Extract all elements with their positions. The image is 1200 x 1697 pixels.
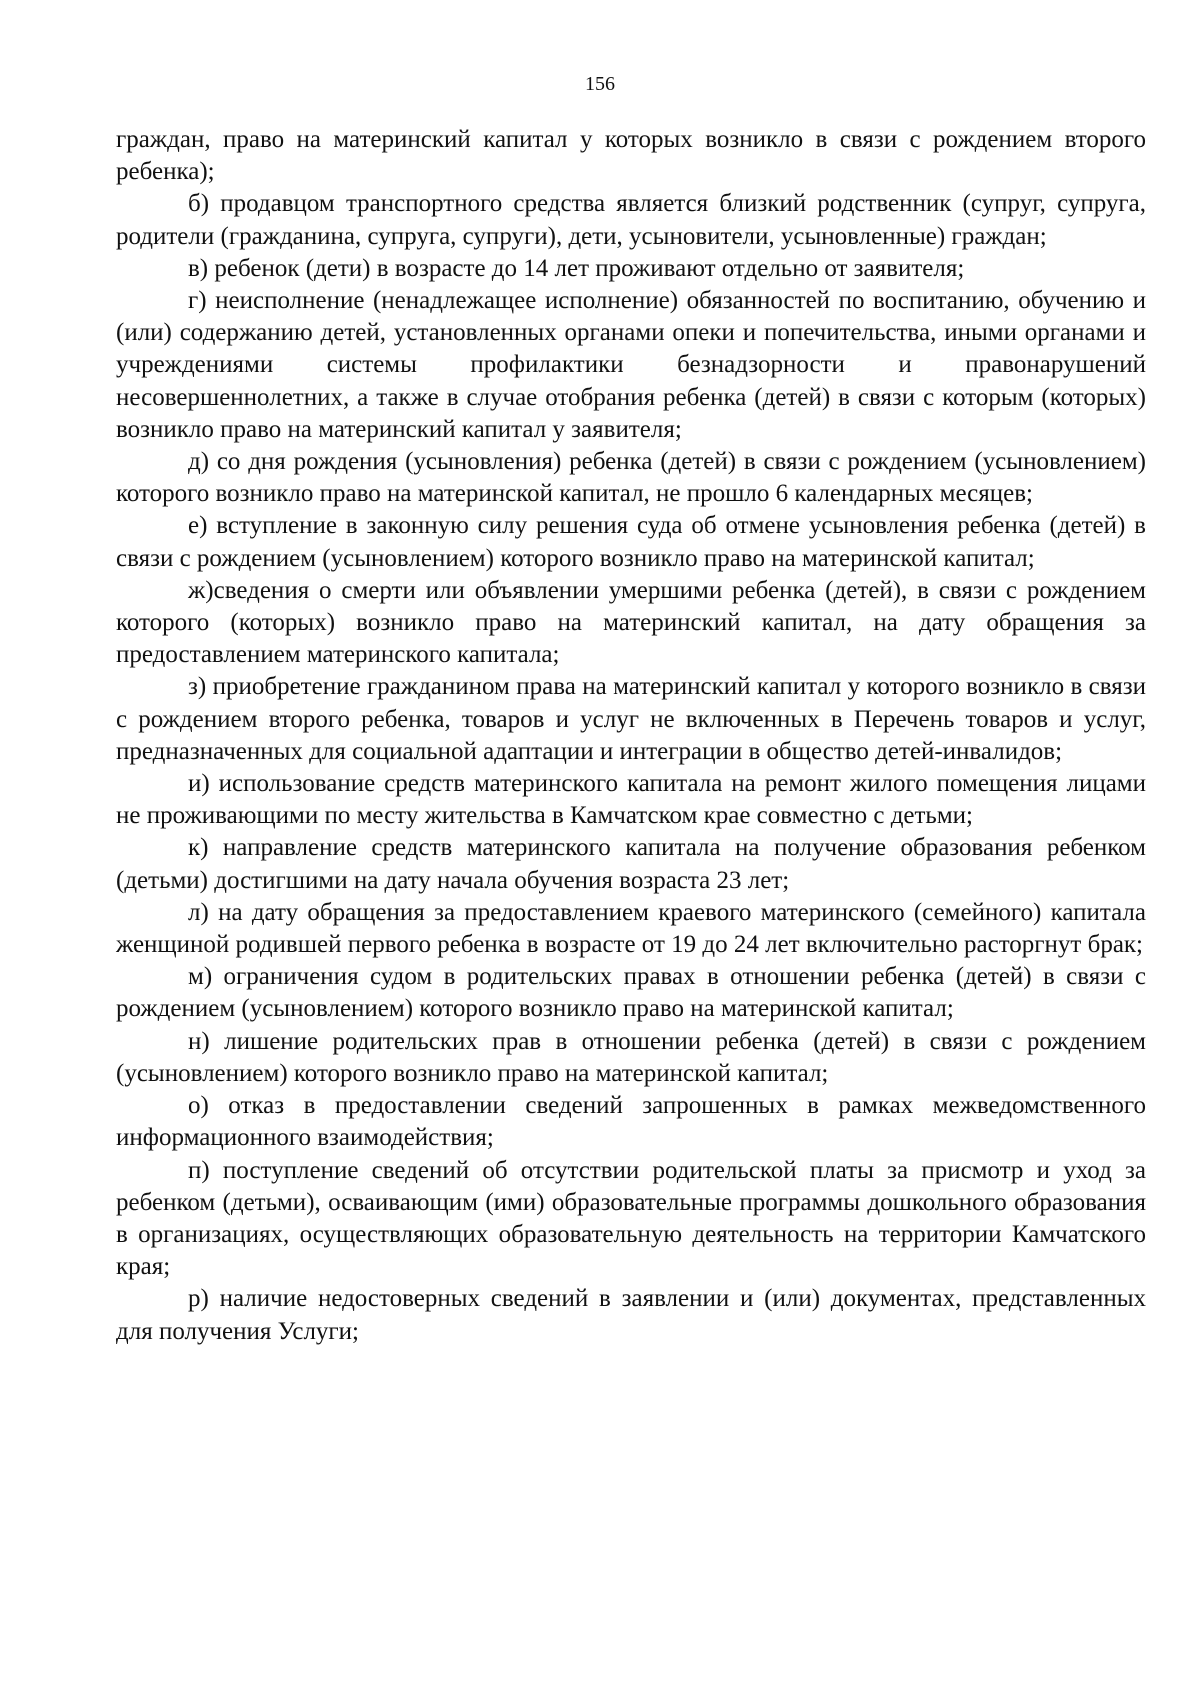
paragraph-item-e: е) вступление в законную силу решения суда об отмене усыновления ребенка (детей) в связи с рождением (усыновлением) которого возникло право на материнской капитал; (116, 512, 1146, 572)
paragraph-item-p: п) поступление сведений об отсутствии родительской платы за присмотр и уход за ребенком (детьми), осваивающим (ими) образовательные программы дошкольного образования в организациях, осуществляющих образовательную деятельность на территории Камчатского края; (116, 1156, 1146, 1281)
paragraph-item-v: в) ребенок (дети) в возрасте до 14 лет проживают отдельно от заявителя; (188, 254, 965, 282)
paragraph-item-z: з) приобретение гражданином права на материнский капитал у которого возникло в связи с рождением второго ребенка, товаров и услуг не включенных в Перечень товаров и услуг, предназначенных для социальной адаптации и интеграции в общество детей-инвалидов; (116, 673, 1146, 765)
paragraph-item-b: б) продавцом транспортного средства является близкий родственник (супруг, супруга, родители (гражданина, супруга, супруги), дети, усыновители, усыновленные) граждан; (116, 190, 1146, 250)
paragraph-item-l: л) на дату обращения за предоставлением краевого материнского (семейного) капитала женщиной родившей первого ребенка в возрасте от 19 до 24 лет включительно расторгнут брак; (116, 898, 1146, 959)
paragraph-item-zh: ж)сведения о смерти или объявлении умершими ребенка (детей), в связи с рождением которого (которых) возникло право на материнский капитал, на дату обращения за предоставлением материнского капитала; (116, 576, 1146, 669)
paragraph-item-r: р) наличие недостоверных сведений в заявлении и (или) документах, представленных для получения Услуги; (116, 1285, 1146, 1345)
paragraph-item-o: о) отказ в предоставлении сведений запрошенных в рамках межведомственного информационного взаимодействия; (116, 1092, 1146, 1152)
paragraph-item-m: м) ограничения судом в родительских правах в отношении ребенка (детей) в связи с рождением (усыновлением) которого возникло право на материнской капитал; (116, 963, 1146, 1023)
paragraph-item-n: н) лишение родительских прав в отношении ребенка (детей) в связи с рождением (усыновлением) которого возникло право на материнской капитал; (116, 1027, 1146, 1087)
paragraph-continuation: граждан, право на материнский капитал у которых возникло в связи с рождением второго ребенка); (116, 126, 1146, 186)
paragraph-item-i: и) использование средств материнского капитала на ремонт жилого помещения лицами не проживающими по месту жительства в Камчатском крае совместно с детьми; (116, 770, 1146, 830)
paragraph-item-g: г) неисполнение (ненадлежащее исполнение) обязанностей по воспитанию, обучению и (или) содержанию детей, установленных органами опеки и попечительства, иными органами и учреждениями системы профилактики безнадзорности и правонарушений несовершеннолетних, а также в случае отобрания ребенка (детей) в связи с которым (которых) возникло право на материнский капитал у заявителя; (116, 287, 1146, 443)
paragraph-item-d: д) со дня рождения (усыновления) ребенка (детей) в связи с рождением (усыновлением) которого возникло право на материнской капитал, не прошло 6 календарных месяцев; (116, 448, 1146, 508)
page-number: 156 (585, 73, 615, 95)
document-body (116, 124, 1146, 1348)
paragraph-item-k: к) направление средств материнского капитала на получение образования ребенком (детьми) достигшими на дату начала обучения возраста 23 лет; (116, 834, 1146, 894)
